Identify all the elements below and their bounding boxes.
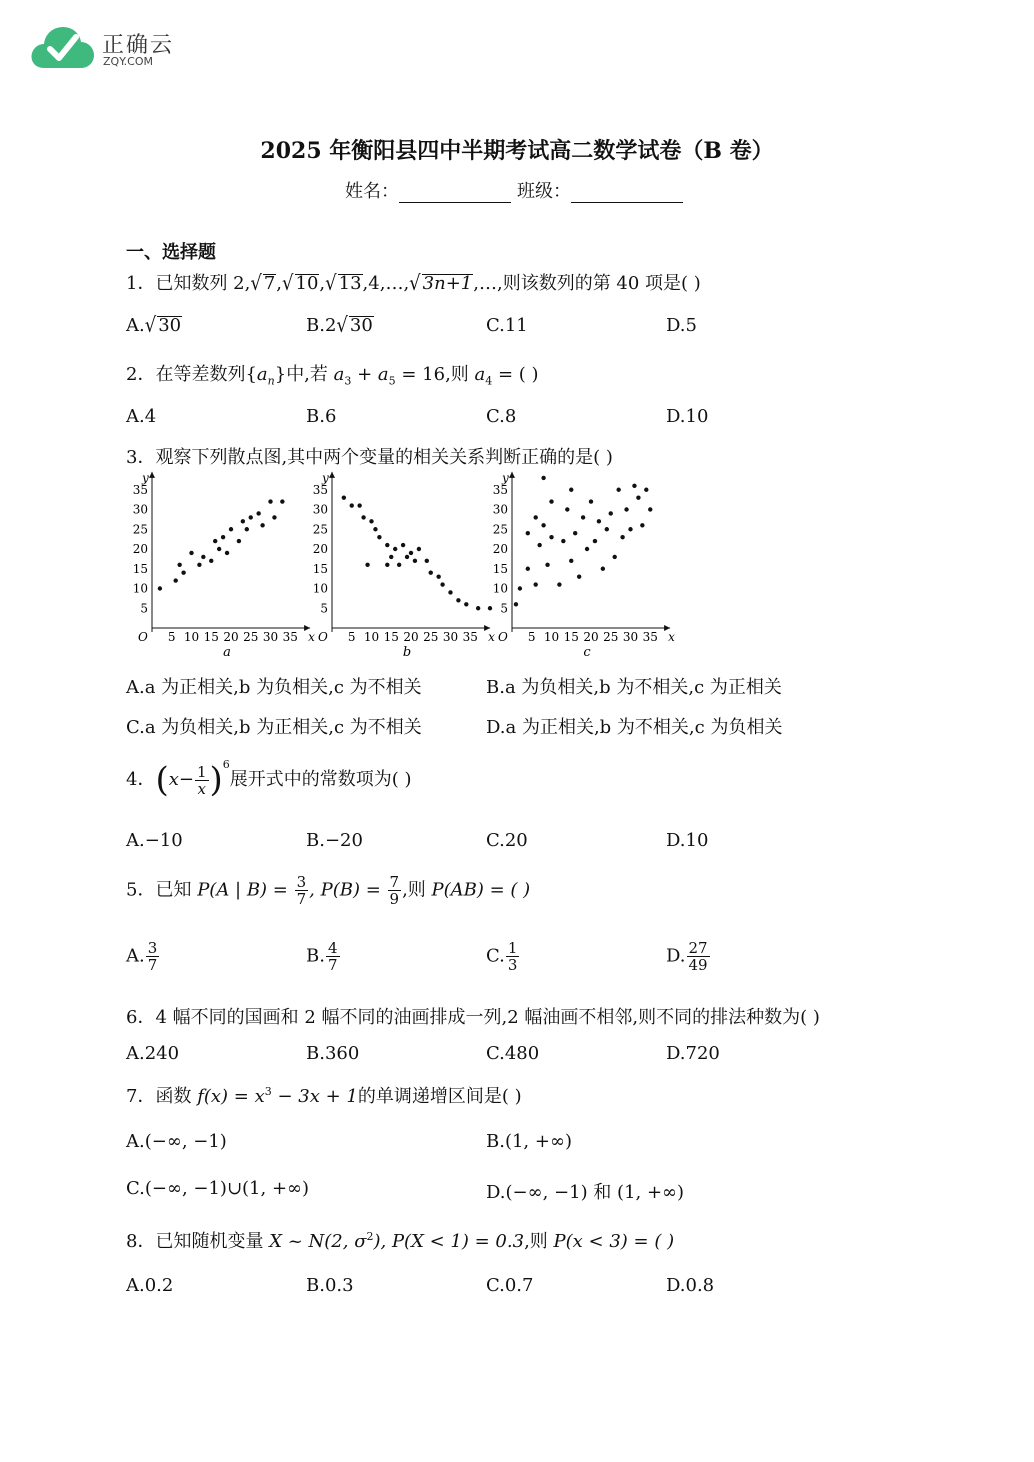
question-7-option-b: B.(1, +∞) <box>486 1131 572 1152</box>
question-8-option-c: C.0.7 <box>486 1275 534 1296</box>
question-4-stem: 4．(x− $\frac{1}{x}$ )$^6$展开式中的常数项为( ) <box>126 758 412 800</box>
question-8-option-d: D.0.8 <box>666 1275 715 1296</box>
y-tick-label: 35 <box>492 482 508 497</box>
data-point <box>456 598 460 602</box>
data-point <box>385 543 389 547</box>
data-point <box>158 586 162 590</box>
question-3-stem: 3．观察下列散点图,其中两个变量的相关关系判断正确的是( ) <box>126 447 613 468</box>
origin-label: O <box>138 630 148 644</box>
data-point <box>174 578 178 582</box>
data-point <box>417 547 421 551</box>
y-tick-label: 30 <box>312 502 328 517</box>
y-tick-label: 5 <box>140 601 148 616</box>
y-tick-label: 35 <box>132 482 148 497</box>
data-point <box>425 559 429 563</box>
y-axis-label: y <box>322 470 329 485</box>
question-8-stem: 8．已知随机变量 X ~ N(2, $\sigma^2$), P(X < 1) = 0.3,则 P(x < 3) = ( ) <box>126 1230 675 1252</box>
cloud-check-icon <box>30 22 96 72</box>
data-point <box>616 488 620 492</box>
data-point <box>640 523 644 527</box>
data-point <box>397 563 401 567</box>
x-axis-label: x <box>308 630 315 644</box>
brand-logo <box>30 22 180 74</box>
plot-caption: b <box>402 645 412 660</box>
question-3-option-d: D.a 为正相关,b 为不相关,c 为负相关 <box>486 717 783 738</box>
plot-caption: a <box>223 645 231 660</box>
y-axis-arrow <box>509 472 515 478</box>
data-point <box>429 571 433 575</box>
data-point <box>577 574 581 578</box>
question-2-stem: 2．在等差数列$\{a_n\}$中,若 $a_3 + a_5 = 16$,则 $a_4$ = ( ) <box>126 364 539 388</box>
x-tick-label: 30 <box>622 630 639 644</box>
data-point <box>644 488 648 492</box>
data-point <box>549 499 553 503</box>
x-tick-label: 35 <box>282 630 298 644</box>
question-7-option-a: A.(−∞, −1) <box>126 1131 227 1152</box>
y-tick-label: 20 <box>132 542 148 556</box>
data-point <box>541 523 545 527</box>
x-tick-label: 10 <box>363 630 380 644</box>
x-tick-label: 30 <box>262 630 279 644</box>
student-info-row <box>0 177 1034 203</box>
data-point <box>436 574 440 578</box>
x-tick-label: 30 <box>442 630 459 644</box>
data-point <box>369 519 373 523</box>
question-3-option-a: A.a 为正相关,b 为负相关,c 为不相关 <box>126 677 422 698</box>
data-point <box>365 563 369 567</box>
x-tick-label: 25 <box>423 630 439 644</box>
data-point <box>585 547 589 551</box>
brand-name: 正确云 <box>102 33 175 58</box>
data-point <box>628 527 632 531</box>
question-4-option-b: B.−20 <box>306 830 363 851</box>
data-point <box>413 559 417 563</box>
y-tick-label: 15 <box>492 561 508 576</box>
brand-domain: ZQY.COM <box>103 55 154 68</box>
section-title: 一、选择题 <box>126 242 216 263</box>
question-1-option-b: B.2√ 30 <box>306 313 373 338</box>
data-point <box>534 582 538 586</box>
data-point <box>237 539 241 543</box>
data-point <box>440 582 444 586</box>
x-tick-label: 35 <box>642 630 658 644</box>
data-point <box>448 590 452 594</box>
data-point <box>648 507 652 511</box>
question-6-option-c: C.480 <box>486 1043 540 1064</box>
data-point <box>268 499 272 503</box>
data-point <box>221 535 225 539</box>
y-axis-arrow <box>329 472 335 478</box>
data-point <box>581 515 585 519</box>
question-6-option-a: A.240 <box>126 1043 180 1064</box>
question-5-stem: 5．已知 P(A | B) = $\frac{3}{7}$ , P(B) = $\frac{7}{9}$ ,则 P(AB) = ( ) <box>126 873 531 908</box>
data-point <box>464 602 468 606</box>
data-point <box>389 555 393 559</box>
data-point <box>213 539 217 543</box>
data-point <box>565 507 569 511</box>
data-point <box>409 551 413 555</box>
question-3-option-b: B.a 为负相关,b 为不相关,c 为正相关 <box>486 677 782 698</box>
x-tick-label: 10 <box>543 630 560 644</box>
y-tick-label: 10 <box>312 581 328 596</box>
x-tick-label: 35 <box>462 630 478 644</box>
question-2-option-c: C.8 <box>486 406 517 427</box>
data-point <box>537 543 541 547</box>
x-tick-label: 20 <box>403 630 419 644</box>
data-point <box>549 535 553 539</box>
y-tick-label: 25 <box>132 522 148 537</box>
x-tick-label: 15 <box>203 630 219 644</box>
data-point <box>605 527 609 531</box>
data-point <box>197 563 201 567</box>
data-point <box>624 507 628 511</box>
data-point <box>613 555 617 559</box>
data-point <box>225 551 229 555</box>
question-4-option-c: C.20 <box>486 830 528 851</box>
data-point <box>526 531 530 535</box>
plot-caption: c <box>583 645 591 660</box>
question-6-option-b: B.360 <box>306 1043 360 1064</box>
page-title: 2025 年衡阳县四中半期考试高二数学试卷（B 卷） <box>260 138 774 164</box>
data-point <box>280 499 284 503</box>
data-point <box>272 515 276 519</box>
data-point <box>229 527 233 531</box>
question-1-stem: 1．已知数列 2,√ 7,√ 10,√ 13,4,…,√ 3n+1,…,则该数列的第 40 项是( ) <box>126 271 701 296</box>
data-point <box>569 559 573 563</box>
data-point <box>241 519 245 523</box>
data-point <box>393 547 397 551</box>
y-tick-label: 20 <box>312 542 328 556</box>
origin-label: O <box>318 630 328 644</box>
data-point <box>569 488 573 492</box>
data-point <box>357 503 361 507</box>
y-tick-label: 20 <box>492 542 508 556</box>
question-7-stem: 7．函数 $f(x) = x^3 - 3x + 1$的单调递增区间是( ) <box>126 1085 522 1107</box>
x-tick-label: 25 <box>243 630 259 644</box>
question-1-option-d: D.5 <box>666 315 697 336</box>
data-point <box>377 535 381 539</box>
data-point <box>373 527 377 531</box>
question-1-option-c: C.11 <box>486 315 528 336</box>
data-point <box>597 519 601 523</box>
question-8-option-b: B.0.3 <box>306 1275 354 1296</box>
question-2-option-b: B.6 <box>306 406 337 427</box>
question-5-option-c: C. $\frac{1}{3}$ <box>486 939 518 974</box>
x-tick-label: 20 <box>223 630 239 644</box>
data-point <box>541 476 545 480</box>
data-point <box>405 555 409 559</box>
data-point <box>636 495 640 499</box>
question-6-stem: 6．4 幅不同的国画和 2 幅不同的油画排成一列,2 幅油画不相邻,则不同的排法种数为( ) <box>126 1007 820 1028</box>
data-point <box>593 539 597 543</box>
x-tick-label: 5 <box>527 630 536 644</box>
x-tick-label: 25 <box>603 630 619 644</box>
data-point <box>488 606 492 610</box>
x-tick-label: 15 <box>383 630 399 644</box>
data-point <box>245 527 249 531</box>
data-point <box>342 495 346 499</box>
scatter-plot-a <box>133 471 315 660</box>
question-2-option-a: A.4 <box>126 406 157 427</box>
data-point <box>589 499 593 503</box>
data-point <box>476 606 480 610</box>
question-7-option-d: D.(−∞, −1) 和 (1, +∞) <box>486 1182 685 1203</box>
data-point <box>189 551 193 555</box>
data-point <box>573 531 577 535</box>
data-point <box>249 515 253 519</box>
name-blank <box>399 182 511 203</box>
data-point <box>561 539 565 543</box>
name-label: 姓名： <box>345 181 399 202</box>
question-6-option-d: D.720 <box>666 1043 720 1064</box>
question-3-option-c: C.a 为负相关,b 为正相关,c 为不相关 <box>126 717 422 738</box>
x-tick-label: 15 <box>563 630 579 644</box>
data-point <box>620 535 624 539</box>
data-point <box>632 484 636 488</box>
data-point <box>518 586 522 590</box>
y-tick-label: 25 <box>492 522 508 537</box>
data-point <box>545 563 549 567</box>
data-point <box>361 515 365 519</box>
x-tick-label: 5 <box>167 630 176 644</box>
data-point <box>209 559 213 563</box>
data-point <box>385 563 389 567</box>
data-point <box>201 555 205 559</box>
x-tick-label: 10 <box>183 630 200 644</box>
question-1-option-a: A.√ 30 <box>126 313 182 338</box>
data-point <box>526 567 530 571</box>
class-label: 班级： <box>517 181 571 202</box>
data-point <box>256 511 260 515</box>
y-tick-label: 10 <box>492 581 508 596</box>
y-tick-label: 15 <box>312 561 328 576</box>
data-point <box>350 503 354 507</box>
x-tick-label: 20 <box>583 630 599 644</box>
y-tick-label: 25 <box>312 522 328 537</box>
data-point <box>181 571 185 575</box>
data-point <box>557 582 561 586</box>
class-blank <box>571 182 683 203</box>
data-point <box>217 547 221 551</box>
y-tick-label: 5 <box>500 601 508 616</box>
data-point <box>601 567 605 571</box>
data-point <box>609 511 613 515</box>
question-7-option-c: C.(−∞, −1)∪(1, +∞) <box>126 1178 310 1199</box>
question-2-option-d: D.10 <box>666 406 709 427</box>
scatter-plot-c <box>493 471 675 660</box>
y-axis-label: y <box>142 470 149 485</box>
data-point <box>534 515 538 519</box>
y-tick-label: 10 <box>132 581 148 596</box>
y-tick-label: 5 <box>320 601 328 616</box>
y-tick-label: 35 <box>312 482 328 497</box>
y-tick-label: 30 <box>132 502 148 517</box>
y-axis-arrow <box>149 472 155 478</box>
data-point <box>260 523 264 527</box>
data-point <box>401 543 405 547</box>
scatter-plot-b <box>313 471 495 660</box>
data-point <box>514 602 518 606</box>
data-point <box>177 563 181 567</box>
x-axis-label: x <box>488 630 495 644</box>
question-5-option-b: B. $\frac{4}{7}$ <box>306 939 338 974</box>
y-tick-label: 30 <box>492 502 508 517</box>
question-4-option-a: A.−10 <box>126 830 183 851</box>
y-axis-label: y <box>502 470 509 485</box>
question-5-option-a: A. $\frac{3}{7}$ <box>126 939 158 974</box>
y-tick-label: 15 <box>132 561 148 576</box>
scatter-plots <box>126 470 675 662</box>
origin-label: O <box>498 630 508 644</box>
question-5-option-d: D. $\frac{27}{49}$ <box>666 939 708 974</box>
question-4-option-d: D.10 <box>666 830 709 851</box>
question-8-option-a: A.0.2 <box>126 1275 174 1296</box>
x-axis-label: x <box>668 630 675 644</box>
x-tick-label: 5 <box>347 630 356 644</box>
